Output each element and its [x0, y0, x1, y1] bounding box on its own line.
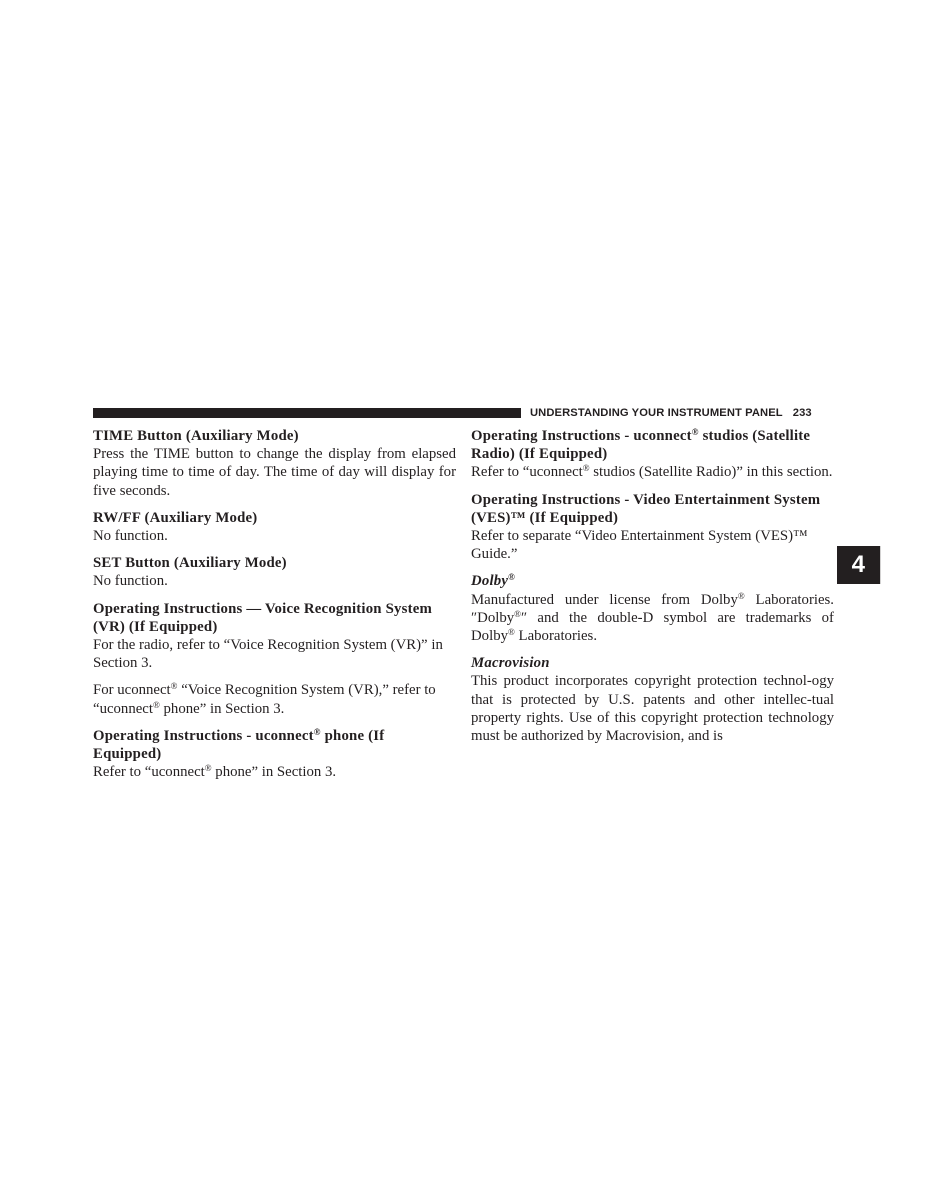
section-body [471, 463, 834, 481]
section-body: No function. [93, 528, 168, 545]
text-run: Laboratories. [514, 628, 598, 645]
section-dolby [471, 572, 834, 645]
section-heading: Operating Instructions - Video Entertainment System (VES)™ (If Equipped) [471, 491, 821, 526]
section-uconnect-studios [471, 427, 834, 482]
text-run: Refer to “uconnect [471, 464, 583, 481]
registered-mark: ® [737, 590, 745, 601]
page-number: 233 [792, 407, 812, 419]
text-run: Laboratories. ″Dolby [471, 591, 835, 626]
registered-mark: ® [514, 608, 521, 619]
text-run: For uconnect [93, 682, 171, 699]
section-heading [93, 727, 456, 763]
registered-mark: ® [508, 627, 515, 638]
section-rw-ff [93, 509, 456, 545]
registered-mark: ® [582, 463, 590, 474]
text-run: phone (If Equipped) [93, 727, 385, 763]
section-body: No function. [93, 573, 168, 590]
text-run: Operating Instructions - uconnect [93, 727, 314, 744]
section-heading: RW/FF (Auxiliary Mode) [93, 509, 258, 526]
left-column [93, 427, 456, 790]
section-video-entertainment [471, 491, 834, 564]
text-run: studios (Satellite Radio) (If Equipped) [471, 428, 811, 463]
section-time-button [93, 427, 456, 500]
section-body-2 [93, 681, 456, 717]
running-header [530, 405, 835, 421]
chapter-tab [837, 546, 880, 584]
text-run: Operating Instructions - uconnect [471, 428, 692, 444]
section-heading: SET Button (Auxiliary Mode) [93, 555, 287, 572]
header-rule [93, 408, 521, 418]
text-run: Manufactured under license from Dolby [471, 591, 738, 608]
text-run: phone” in Section 3. [211, 764, 337, 781]
registered-mark: ® [152, 699, 160, 710]
section-heading: TIME Button (Auxiliary Mode) [93, 428, 299, 444]
registered-mark: ® [313, 726, 321, 737]
text-run: “Voice Recognition System (VR),” refer to “uconnect [93, 682, 436, 717]
section-uconnect-phone [93, 727, 456, 782]
section-heading: Macrovision [471, 655, 550, 672]
section-heading: Operating Instructions — Voice Recognition System (VR) (If Equipped) [93, 600, 433, 635]
registered-mark: ® [508, 572, 516, 583]
text-run: ″ and the double-D symbol are trademarks of Dolby [471, 609, 834, 645]
section-body: Refer to separate “Video Entertainment System (VES)™ Guide.” [471, 528, 808, 563]
section-body: For the radio, refer to “Voice Recognition System (VR)” in Section 3. [93, 637, 443, 672]
registered-mark: ® [204, 763, 212, 774]
section-set-button [93, 554, 456, 590]
section-heading [471, 427, 834, 463]
running-title: UNDERSTANDING YOUR INSTRUMENT PANEL [530, 407, 783, 419]
section-body: This product incorporates copyright protection technol-ogy that is protected by U.S. patents and other intellec-tual property rights. Use of this copyright protection technology must be authorized by Macrovision, and is [471, 673, 834, 745]
text-run: Dolby [471, 573, 509, 590]
chapter-number: 4 [851, 551, 866, 578]
registered-mark: ® [691, 427, 699, 437]
text-run: Refer to “uconnect [93, 764, 205, 781]
section-body: Press the TIME button to change the display from elapsed playing time to time of day. The time of day will display for five seconds. [93, 446, 456, 499]
section-body [471, 591, 834, 646]
section-voice-recognition [93, 600, 456, 718]
section-heading [471, 572, 834, 590]
text-run: phone” in Section 3. [159, 700, 285, 717]
text-run: studios (Satellite Radio)” in this section. [589, 464, 833, 481]
registered-mark: ® [170, 681, 178, 692]
right-column [471, 427, 834, 754]
section-body [93, 763, 456, 781]
section-macrovision [471, 654, 834, 745]
